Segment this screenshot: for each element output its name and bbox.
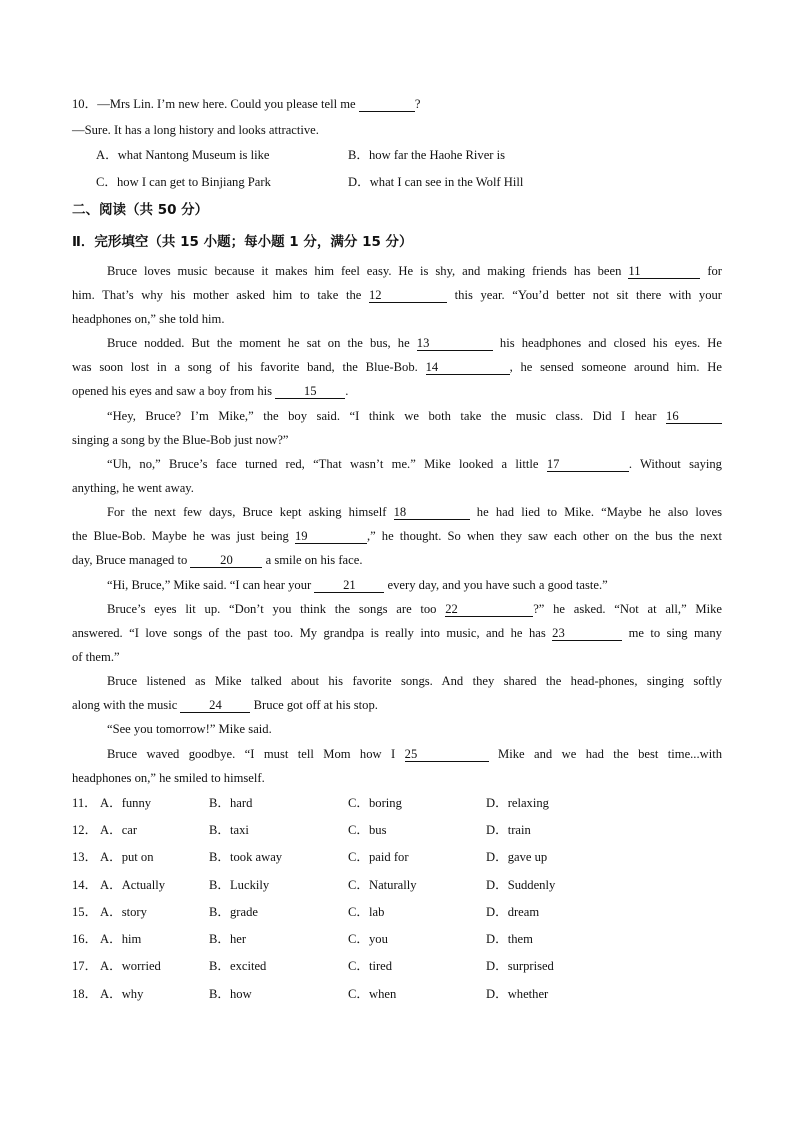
passage-text: the Blue-Bob. Maybe he was just being [72,529,289,543]
q10-stem [72,96,420,112]
passage-text: along with the music [72,698,178,712]
section-title: 二、阅读（共 50 分） [72,202,209,218]
passage-line [107,335,722,351]
blank-14[interactable]: 14 [426,360,510,375]
q10-option-b[interactable]: B．how far the Haohe River is [348,148,506,162]
passage-line [72,625,722,641]
passage-text: Bruce’s eyes lit up. “Don’t you think the songs are too [107,602,437,616]
q10-option-d[interactable]: D．what I can see in the Wolf Hill [348,175,524,189]
q10-reply: —Sure. It has a long history and looks attractive. [72,123,319,137]
passage-text: . [345,384,349,398]
passage-text: opened his eyes and saw a boy from his [72,384,273,398]
passage-line: “See you tomorrow!” Mike said. [107,722,272,736]
passage-text: his headphones and closed his eyes. He [499,336,722,350]
passage-line: of them.” [72,650,120,664]
passage-text: him. That’s why his mother asked him to take the [72,288,362,302]
option-a[interactable]: A．story [100,905,147,919]
option-a[interactable]: A．funny [100,796,152,810]
option-d[interactable]: D．relaxing [486,796,549,810]
section-subtitle: Ⅱ．完形填空（共 15 小题；每小题 1 分，满分 15 分） [72,234,413,250]
passage-text: a smile on his face. [265,553,363,567]
blank-25[interactable]: 25 [405,747,489,762]
passage-text: was soon lost in a song of his favorite band, the Blue-Bob. [72,360,418,374]
option-c[interactable]: C．Naturally [348,878,417,892]
option-a[interactable]: A．worried [100,959,161,973]
option-row-number: 17． [72,959,98,973]
option-row-number: 16． [72,932,98,946]
passage-line [107,504,722,520]
option-b[interactable]: B．took away [209,850,283,864]
option-d[interactable]: D．them [486,932,533,946]
option-b[interactable]: B．hard [209,796,253,810]
passage-line [107,408,722,424]
option-d[interactable]: D．dream [486,905,540,919]
passage-text: “Uh, no,” Bruce’s face turned red, “That wasn’t me.” Mike looked a little [107,457,539,471]
passage-line: anything, he went away. [72,481,194,495]
option-b[interactable]: B．her [209,932,247,946]
passage-text: ?” he asked. “Not at all,” Mike [533,602,722,616]
option-a[interactable]: A．why [100,987,144,1001]
q10-stem-end: ? [414,97,421,111]
option-c[interactable]: C．lab [348,905,385,919]
passage-text: this year. “You’d better not sit there with your [454,288,722,302]
option-c[interactable]: C．bus [348,823,387,837]
passage-text: Bruce waved goodbye. “I must tell Mom how I [107,747,396,761]
passage-line [72,383,348,399]
option-a[interactable]: A．Actually [100,878,166,892]
option-c[interactable]: C．you [348,932,388,946]
option-b[interactable]: B．taxi [209,823,249,837]
passage-line [107,577,608,593]
option-d[interactable]: D．train [486,823,531,837]
passage-line [72,359,722,375]
q10-answer-blank[interactable] [359,97,415,112]
passage-text: me to sing many [628,626,722,640]
passage-line [72,528,722,544]
option-c[interactable]: C．paid for [348,850,409,864]
passage-line [72,552,362,568]
blank-18[interactable]: 18 [394,505,470,520]
passage-line: headphones on,” she told him. [72,312,225,326]
q10-stem-text: 10．—Mrs Lin. I’m new here. Could you please tell me [72,97,356,111]
blank-23[interactable]: 23 [552,626,622,641]
option-b[interactable]: B．excited [209,959,267,973]
blank-19[interactable]: 19 [295,529,367,544]
passage-line [72,697,378,713]
option-b[interactable]: B．Luckily [209,878,270,892]
passage-text: Mike and we had the best time...with [498,747,722,761]
passage-text: For the next few days, Bruce kept asking himself [107,505,387,519]
q10-option-c[interactable]: C．how I can get to Binjiang Park [96,175,271,189]
passage-text: , he sensed someone around him. He [509,360,722,374]
passage-text: answered. “I love songs of the past too. My grandpa is really into music, and he has [72,626,546,640]
blank-12[interactable]: 12 [369,288,447,303]
passage-text: . Without saying [628,457,722,471]
passage-text: Bruce loves music because it makes him feel easy. He is shy, and making friends has been [107,264,622,278]
q10-option-a[interactable]: A．what Nantong Museum is like [96,148,270,162]
passage-line [107,263,722,279]
passage-line: Bruce listened as Mike talked about his favorite songs. And they shared the head-phones, singing softly [107,674,722,688]
option-row-number: 12． [72,823,98,837]
option-c[interactable]: C．tired [348,959,393,973]
passage-line: singing a song by the Blue-Bob just now?” [72,433,289,447]
passage-text: “Hi, Bruce,” Mike said. “I can hear your [107,578,312,592]
passage-text: ,” he thought. So when they saw each other on the bus the next [366,529,722,543]
option-a[interactable]: A．him [100,932,142,946]
option-b[interactable]: B．grade [209,905,258,919]
blank-21[interactable]: 21 [314,578,384,593]
passage-text: Bruce got off at his stop. [253,698,378,712]
option-d[interactable]: D．Suddenly [486,878,556,892]
blank-24[interactable]: 24 [180,698,250,713]
option-c[interactable]: C．when [348,987,397,1001]
blank-16[interactable]: 16 [666,409,722,424]
passage-line [107,456,722,472]
option-row-number: 11． [72,796,97,810]
passage-line [107,746,722,762]
passage-text: Bruce nodded. But the moment he sat on the bus, he [107,336,410,350]
blank-22[interactable]: 22 [445,602,533,617]
blank-20[interactable]: 20 [190,553,262,568]
passage-line: headphones on,” he smiled to himself. [72,771,265,785]
passage-text: day, Bruce managed to [72,553,188,567]
passage-text: “Hey, Bruce? I’m Mike,” the boy said. “I think we both take the music class. Did I hear [107,409,657,423]
blank-17[interactable]: 17 [547,457,629,472]
option-b[interactable]: B．how [209,987,252,1001]
passage-line [107,601,722,617]
option-d[interactable]: D．whether [486,987,549,1001]
option-row-number: 13． [72,850,98,864]
option-row-number: 14． [72,878,98,892]
passage-line [72,287,722,303]
passage-text: he had lied to Mike. “Maybe he also loves [476,505,722,519]
option-d[interactable]: D．surprised [486,959,554,973]
passage-text: every day, and you have such a good taste.” [387,578,608,592]
option-c[interactable]: C．boring [348,796,402,810]
option-row-number: 15． [72,905,98,919]
blank-11[interactable]: 11 [628,264,700,279]
blank-13[interactable]: 13 [417,336,493,351]
option-a[interactable]: A．put on [100,850,154,864]
option-a[interactable]: A．car [100,823,138,837]
blank-15[interactable]: 15 [275,384,345,399]
option-d[interactable]: D．gave up [486,850,548,864]
passage-text: for [707,264,722,278]
option-row-number: 18． [72,987,98,1001]
